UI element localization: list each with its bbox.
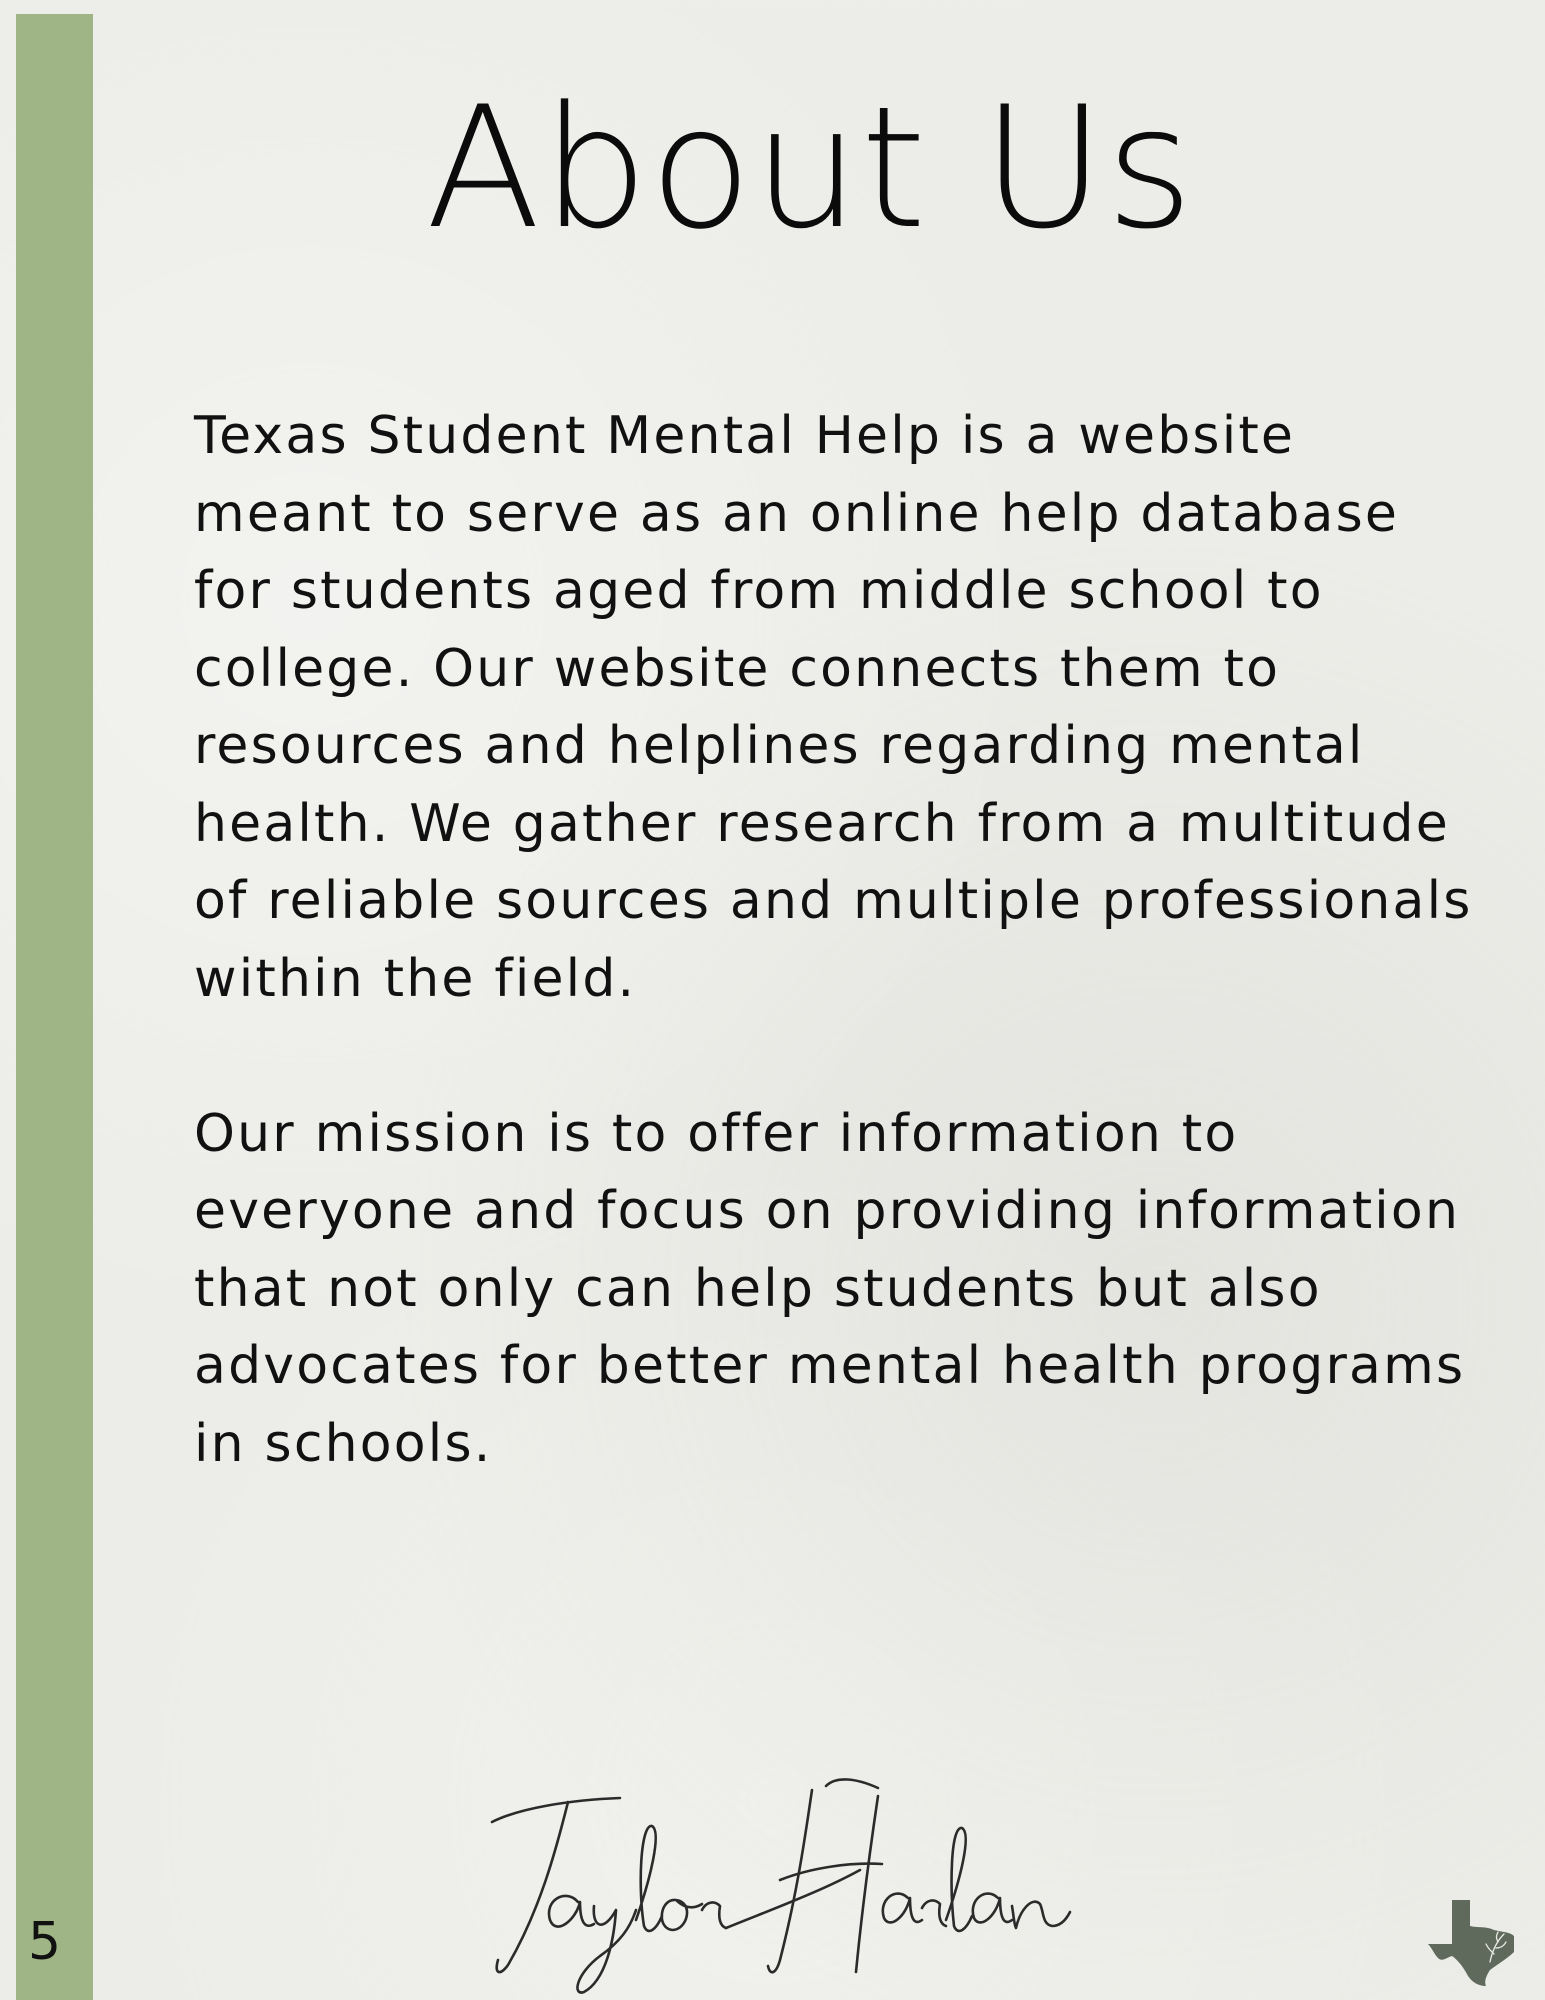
signature (480, 1760, 1080, 2000)
texas-state-icon (1426, 1896, 1518, 1988)
body-copy (194, 398, 1484, 1483)
paragraph-intro: Texas Student Mental Help is a website meant to serve as an online help database for students aged from middle school to college. Our website connects them to resources and helplines regarding mental health. We gather research from a multitude of reliable sources and multiple professionals within the field. (194, 406, 1473, 1009)
page-title: About Us (425, 70, 1195, 266)
page-number: 5 (28, 1912, 62, 1972)
paragraph-mission: Our mission is to offer information to everyone and focus on providing information that not only can help students but also advocates for better mental health programs in schools. (194, 1103, 1466, 1474)
side-accent-bar (16, 14, 93, 2000)
